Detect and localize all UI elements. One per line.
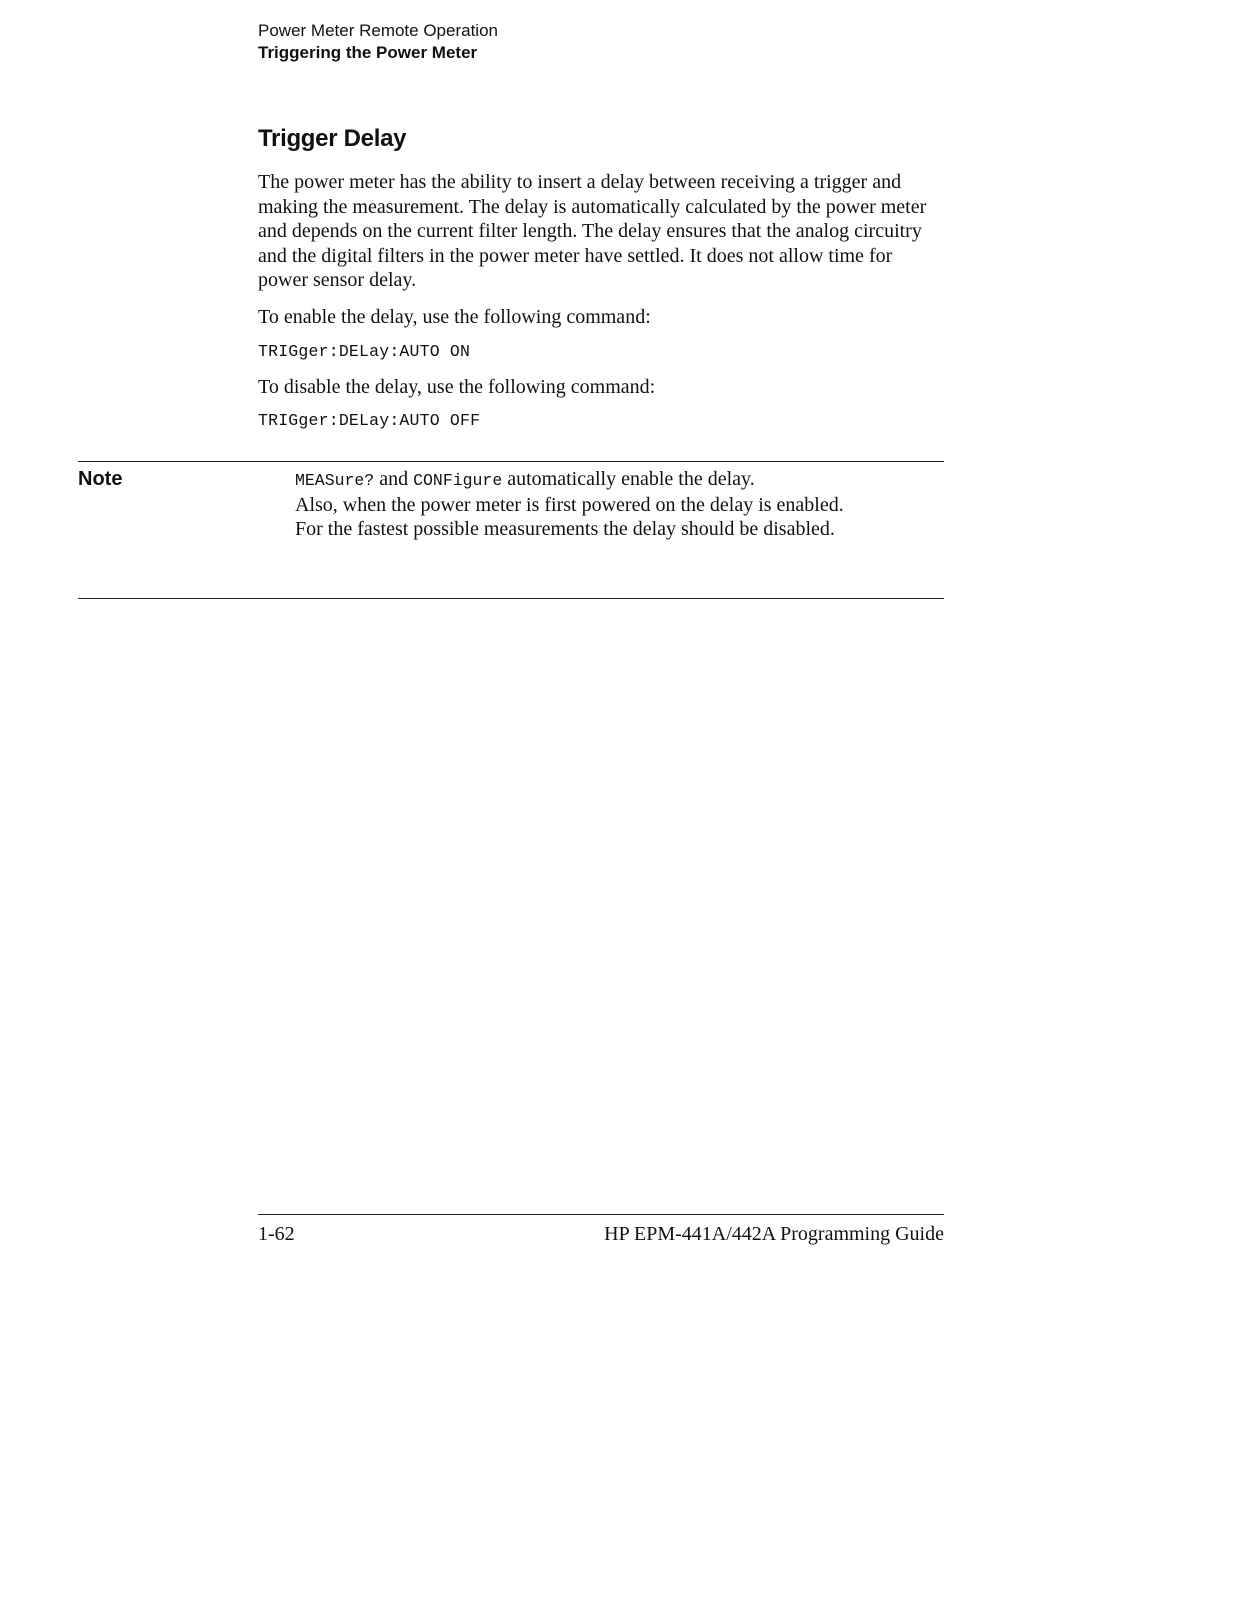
section-title-header: Triggering the Power Meter [258,43,478,62]
page-title: Trigger Delay [258,125,407,152]
note-line-2: Also, when the power meter is first powered on the delay is enabled. [295,494,844,516]
note-body [295,467,915,541]
intro-paragraph: The power meter has the ability to insert a delay between receiving a trigger and making the measurement. The delay is automatically calculated by the power meter and depends on the current filter length. The delay ensures that the analog circuitry and the digital filters in the power meter have settled. It does not allow time for power sensor delay. [258,171,927,292]
guide-title: HP EPM-441A/442A Programming Guide [604,1223,944,1245]
chapter-title: Power Meter Remote Operation [258,21,498,40]
body-content [258,170,938,444]
page-number: 1-62 [258,1223,295,1245]
disable-instruction: To disable the delay, use the following command: [258,375,656,398]
disable-command: TRIGger:DELay:AUTO OFF [258,411,481,431]
running-header [258,20,498,64]
note-label: Note [78,468,123,490]
note-line-1 [295,467,915,493]
enable-command: TRIGger:DELay:AUTO ON [258,341,471,361]
footer-divider [258,1214,944,1215]
enable-instruction: To enable the delay, use the following command: [258,305,651,328]
note-configure-command: CONFigure [413,471,503,490]
note-top-divider [78,461,944,462]
note-line-1-tail: automatically enable the delay. [502,468,755,490]
note-and: and [374,468,414,490]
note-bottom-divider [78,598,944,599]
note-line-3: For the fastest possible measurements the delay should be disabled. [295,518,835,540]
note-measure-command: MEASure? [295,471,375,490]
